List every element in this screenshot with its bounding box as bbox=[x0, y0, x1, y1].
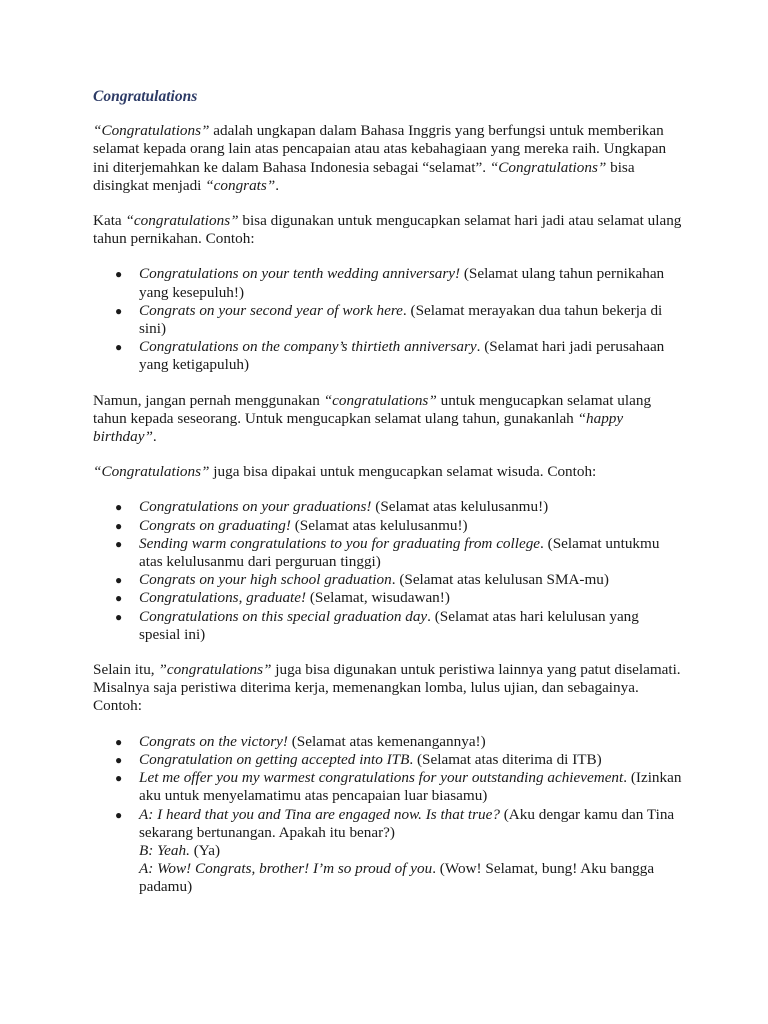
intro-text: bisa disingkat menjadi bbox=[93, 158, 635, 194]
text: Namun, jangan pernah menggunakan bbox=[93, 391, 324, 409]
example-english: Congrats on your second year of work here bbox=[139, 301, 403, 319]
example-english: B: Yeah. bbox=[139, 841, 190, 859]
bullet-icon: ● bbox=[115, 303, 123, 318]
example-english: Congrats on your high school graduation bbox=[139, 571, 392, 589]
text: Selain itu, bbox=[93, 661, 159, 679]
bullet-icon: ● bbox=[115, 771, 123, 786]
term-congrats: “congrats” bbox=[205, 176, 276, 194]
paragraph-other-events bbox=[93, 661, 683, 716]
example-english: Congratulation on getting accepted into ITB bbox=[139, 750, 410, 768]
list-item bbox=[115, 750, 683, 769]
example-english: Congratulations on the company’s thirtieth anniversary bbox=[139, 338, 477, 356]
list-item-dialog bbox=[115, 805, 683, 897]
intro-text: . bbox=[275, 176, 280, 194]
example-translation: . (Selamat atas hari kelulusan yang spesial ini) bbox=[139, 607, 639, 643]
term-congratulations: “congratulations” bbox=[323, 391, 437, 409]
list-item bbox=[115, 534, 683, 571]
list-item bbox=[115, 571, 683, 589]
paragraph-graduation bbox=[93, 463, 683, 481]
term-congratulations: ”congratulations” bbox=[158, 661, 272, 679]
dialog-line bbox=[139, 806, 683, 842]
example-english: Congratulations on this special graduation day bbox=[139, 607, 428, 625]
list-graduation bbox=[93, 498, 683, 644]
list-item bbox=[115, 265, 683, 301]
example-translation: . (Selamat untukmu atas kelulusanmu dari perguruan tinggi) bbox=[139, 534, 660, 571]
example-english: A: I heard that you and Tina are engaged now. Is that true? bbox=[139, 805, 500, 823]
bullet-icon: ● bbox=[115, 536, 123, 551]
term-congratulations: “Congratulations” bbox=[93, 463, 210, 481]
example-translation: (Selamat ulang tahun pernikahan yang kesepuluh!) bbox=[139, 265, 665, 301]
list-item bbox=[115, 338, 683, 374]
example-translation: (Selamat atas kemenangannya!) bbox=[287, 732, 486, 750]
bullet-icon: ● bbox=[115, 591, 123, 606]
example-translation: . (Selamat atas diterima di ITB) bbox=[409, 750, 602, 768]
example-english: Congrats on the victory! bbox=[139, 732, 288, 750]
bullet-icon: ● bbox=[115, 734, 123, 749]
list-item bbox=[115, 516, 683, 535]
example-english: Congratulations, graduate! bbox=[139, 589, 307, 607]
document-page bbox=[93, 88, 683, 914]
paragraph-anniversary bbox=[93, 212, 683, 248]
example-translation: . (Wow! Selamat, bung! Aku bangga padamu) bbox=[139, 860, 655, 896]
text: . bbox=[152, 428, 157, 446]
example-english: Sending warm congratulations to you for graduating from college bbox=[139, 534, 541, 552]
bullet-icon: ● bbox=[115, 267, 123, 282]
example-translation: . (Selamat merayakan dua tahun bekerja di sini) bbox=[139, 301, 663, 338]
paragraph-birthday bbox=[93, 392, 683, 447]
example-translation: . (Izinkan aku untuk menyelamatimu atas pencapaian luar biasamu) bbox=[139, 769, 682, 805]
list-item bbox=[115, 301, 683, 338]
example-translation: . (Selamat atas kelulusan SMA-mu) bbox=[391, 571, 609, 589]
text: bisa digunakan untuk mengucapkan selamat hari jadi atau selamat ulang tahun pernikahan. Contoh: bbox=[93, 212, 682, 248]
bullet-icon: ● bbox=[115, 340, 123, 355]
paragraph-intro bbox=[93, 122, 683, 195]
list-item bbox=[115, 589, 683, 607]
example-translation: . (Selamat hari jadi perusahaan yang ketigapuluh) bbox=[139, 338, 665, 374]
document-heading: Congratulations bbox=[93, 88, 198, 105]
list-item bbox=[115, 732, 683, 751]
term-happy-birthday: “happy birthday” bbox=[93, 409, 624, 446]
example-translation: (Selamat atas kelulusanmu!) bbox=[371, 498, 549, 516]
example-english: Congratulations on your tenth wedding anniversary! bbox=[139, 265, 461, 283]
bullet-icon: ● bbox=[115, 518, 123, 533]
example-translation: (Ya) bbox=[189, 841, 221, 859]
text: juga bisa digunakan untuk peristiwa lainnya yang patut diselamati. Misalnya saja peristiwa diterima kerja, memenangkan lomba, lulus ujian, dan sebagainya. Contoh: bbox=[93, 661, 681, 715]
example-english: Congrats on graduating! bbox=[139, 516, 291, 534]
example-translation: (Aku dengar kamu dan Tina sekarang bertunangan. Apakah itu benar?) bbox=[139, 805, 675, 841]
list-other-events bbox=[93, 733, 683, 897]
bullet-icon: ● bbox=[115, 609, 123, 624]
text: juga bisa dipakai untuk mengucapkan selamat wisuda. Contoh: bbox=[209, 463, 597, 481]
list-item bbox=[115, 769, 683, 805]
example-translation: (Selamat, wisudawan!) bbox=[306, 589, 450, 607]
list-item bbox=[115, 498, 683, 516]
text: Kata bbox=[93, 212, 126, 230]
list-anniversary bbox=[93, 265, 683, 374]
term-congratulations: “Congratulations” bbox=[489, 158, 607, 176]
list-item bbox=[115, 607, 683, 644]
term-congratulations: “Congratulations” bbox=[93, 122, 210, 140]
bullet-icon: ● bbox=[115, 573, 123, 588]
bullet-icon: ● bbox=[115, 807, 123, 822]
example-english: Let me offer you my warmest congratulations for your outstanding achievement bbox=[139, 769, 624, 787]
intro-text: adalah ungkapan dalam Bahasa Inggris yang berfungsi untuk memberikan selamat kepada orang lain atas pencapaian atau atas kebahagiaan yang mereka raih. Ungkapan ini diterjemahkan ke dalam Bahasa Indonesia sebagai “selamat”. bbox=[93, 122, 667, 176]
example-translation: (Selamat atas kelulusanmu!) bbox=[290, 516, 468, 534]
example-english: A: Wow! Congrats, brother! I’m so proud of you bbox=[139, 860, 433, 878]
dialog-line bbox=[139, 860, 683, 896]
text: untuk mengucapkan selamat ulang tahun kepada seseorang. Untuk mengucapkan selamat ulang tahun, gunakanlah bbox=[93, 391, 652, 427]
dialog-line bbox=[139, 842, 683, 860]
example-english: Congratulations on your graduations! bbox=[139, 498, 372, 516]
bullet-icon: ● bbox=[115, 500, 123, 515]
bullet-icon: ● bbox=[115, 752, 123, 767]
term-congratulations: “congratulations” bbox=[125, 212, 239, 230]
